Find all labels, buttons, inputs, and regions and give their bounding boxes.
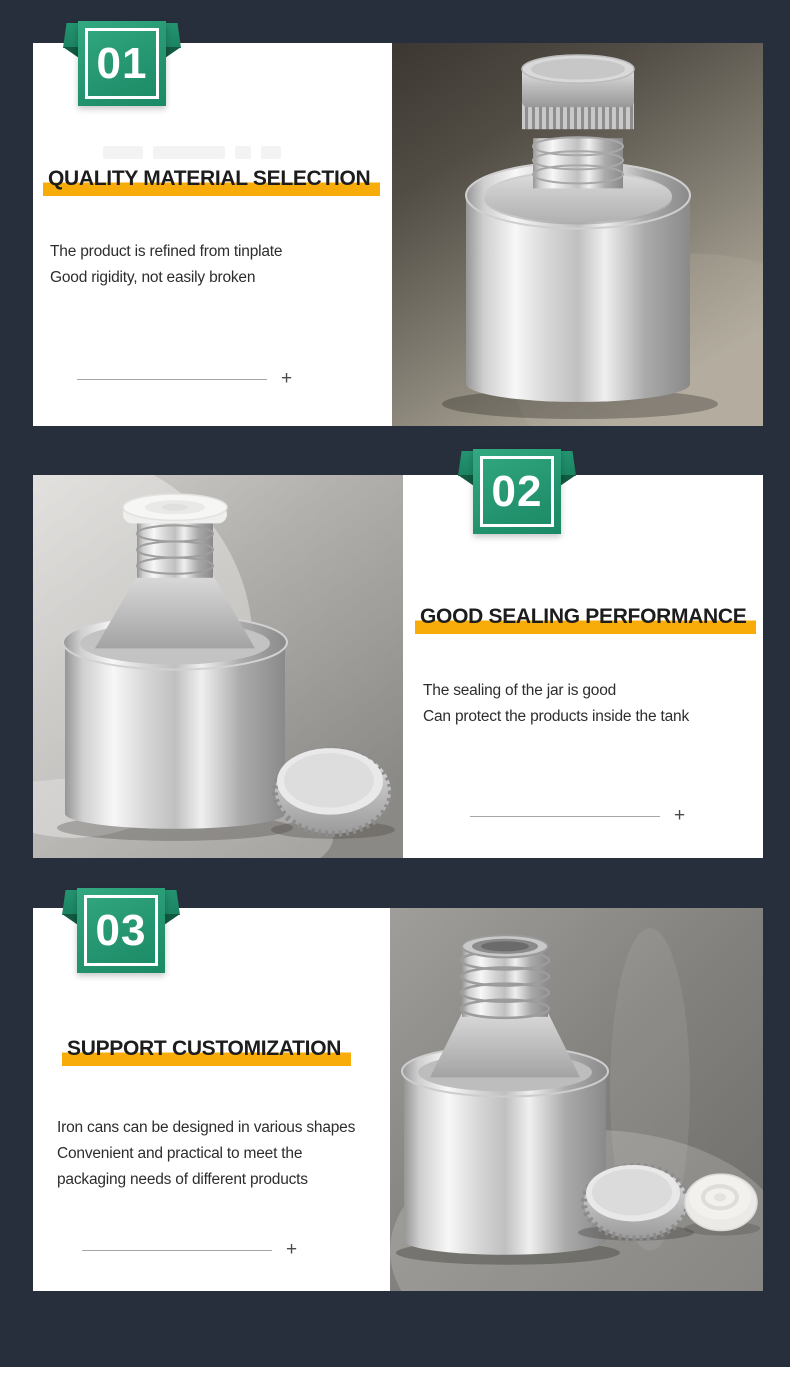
section-3-description — [57, 1115, 355, 1193]
plus-icon: + — [281, 368, 293, 389]
badge-ribbon-fold-left — [63, 47, 79, 58]
section-1-title: QUALITY MATERIAL SELECTION — [43, 164, 380, 196]
description-line: The sealing of the jar is good — [423, 682, 617, 699]
badge-ribbon-fold-left — [458, 475, 474, 486]
description-line: packaging needs of different products — [57, 1171, 308, 1188]
section-number: 03 — [95, 905, 147, 955]
badge-square — [473, 449, 561, 534]
section-number: 02 — [491, 466, 543, 516]
section-2-description — [423, 678, 689, 730]
next-section-edge — [0, 1367, 790, 1395]
section-1-description — [50, 239, 282, 291]
section-1-divider — [77, 369, 292, 389]
description-line: The product is refined from tinplate — [50, 243, 283, 260]
section-1-product-photo — [392, 43, 763, 426]
section-3-number-badge — [62, 888, 180, 988]
description-line: Iron cans can be designed in various shapes — [57, 1119, 356, 1136]
badge-ribbon-fold-right — [560, 475, 576, 486]
section-3-product-photo — [390, 908, 763, 1291]
faint-watermark — [103, 146, 281, 159]
section-3-title: SUPPORT CUSTOMIZATION — [62, 1034, 351, 1066]
plus-icon: + — [286, 1239, 298, 1260]
badge-square — [77, 888, 165, 973]
section-2-divider — [470, 806, 685, 826]
section-1-number-badge — [63, 21, 181, 121]
badge-ribbon-fold-right — [164, 914, 180, 925]
plus-icon: + — [674, 805, 686, 826]
section-2-title: GOOD SEALING PERFORMANCE — [415, 602, 756, 634]
description-line: Good rigidity, not easily broken — [50, 269, 256, 286]
description-line: Can protect the products inside the tank — [423, 708, 689, 725]
feature-section-2 — [33, 466, 763, 858]
divider-line — [470, 816, 660, 817]
divider-line — [77, 379, 267, 380]
divider-line — [82, 1250, 272, 1251]
badge-ribbon-fold-right — [165, 47, 181, 58]
section-2-product-photo — [33, 475, 403, 858]
feature-section-1 — [33, 38, 763, 426]
section-number: 01 — [96, 38, 148, 88]
badge-ribbon-fold-left — [62, 914, 78, 925]
section-3-divider — [82, 1240, 297, 1260]
badge-square — [78, 21, 166, 106]
feature-section-3 — [33, 905, 763, 1291]
description-line: Convenient and practical to meet the — [57, 1145, 303, 1162]
section-2-text-panel — [403, 475, 763, 858]
section-2-number-badge — [458, 449, 576, 549]
